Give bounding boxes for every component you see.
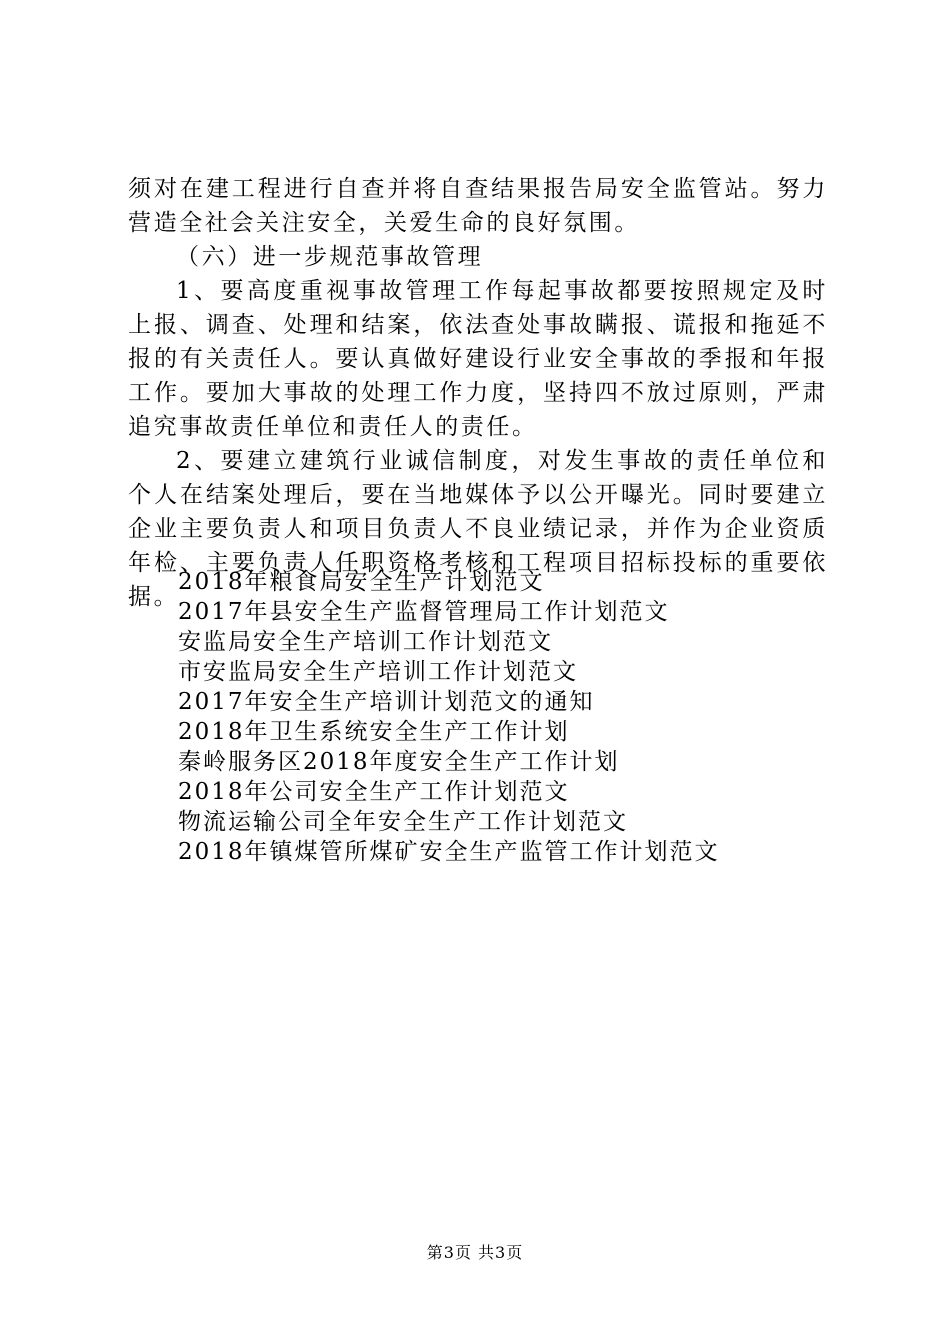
- paragraph-item-2: 2、要建立建筑行业诚信制度，对发生事故的责任单位和个人在结案处理后，要在当地媒体予以公开曝光。同时要建立企业主要负责人和项目负责人不良业绩记录，并作为企业资质年检、主要负责人任职资格考核和工程项目招标投标的重要依据。: [128, 448, 828, 610]
- page-number-footer: 第3页 共3页: [426, 1243, 524, 1262]
- related-article-link[interactable]: 2018年镇煤管所煤矿安全生产监管工作计划范文: [178, 839, 720, 865]
- paragraph-item-1: 1、要高度重视事故管理工作每起事故都要按照规定及时上报、调查、处理和结案，依法查处事故瞒报、谎报和拖延不报的有关责任人。要认真做好建设行业安全事故的季报和年报工作。要加大事故的处理工作力度，坚持四不放过原则，严肃追究事故责任单位和责任人的责任。: [128, 278, 828, 440]
- related-article-link[interactable]: 安监局安全生产培训工作计划范文: [178, 629, 553, 655]
- related-article-link[interactable]: 2018年粮食局安全生产计划范文: [178, 569, 545, 595]
- document-body: [128, 172, 828, 614]
- paragraph-continuation: 须对在建工程进行自查并将自查结果报告局安全监管站。努力营造全社会关注安全，关爱生命的良好氛围。: [128, 176, 828, 236]
- related-article-link[interactable]: 秦岭服务区2018年度安全生产工作计划: [178, 749, 620, 775]
- related-article-link[interactable]: 市安监局安全生产培训工作计划范文: [178, 659, 578, 685]
- related-article-link[interactable]: 物流运输公司全年安全生产工作计划范文: [178, 809, 628, 835]
- related-article-link[interactable]: 2018年卫生系统安全生产工作计划: [178, 719, 570, 745]
- related-article-link[interactable]: 2017年县安全生产监督管理局工作计划范文: [178, 599, 670, 625]
- related-articles-list: [178, 567, 838, 867]
- related-article-link[interactable]: 2018年公司安全生产工作计划范文: [178, 779, 570, 805]
- related-article-link[interactable]: 2017年安全生产培训计划范文的通知: [178, 689, 595, 715]
- section-heading: （六）进一步规范事故管理: [176, 244, 484, 270]
